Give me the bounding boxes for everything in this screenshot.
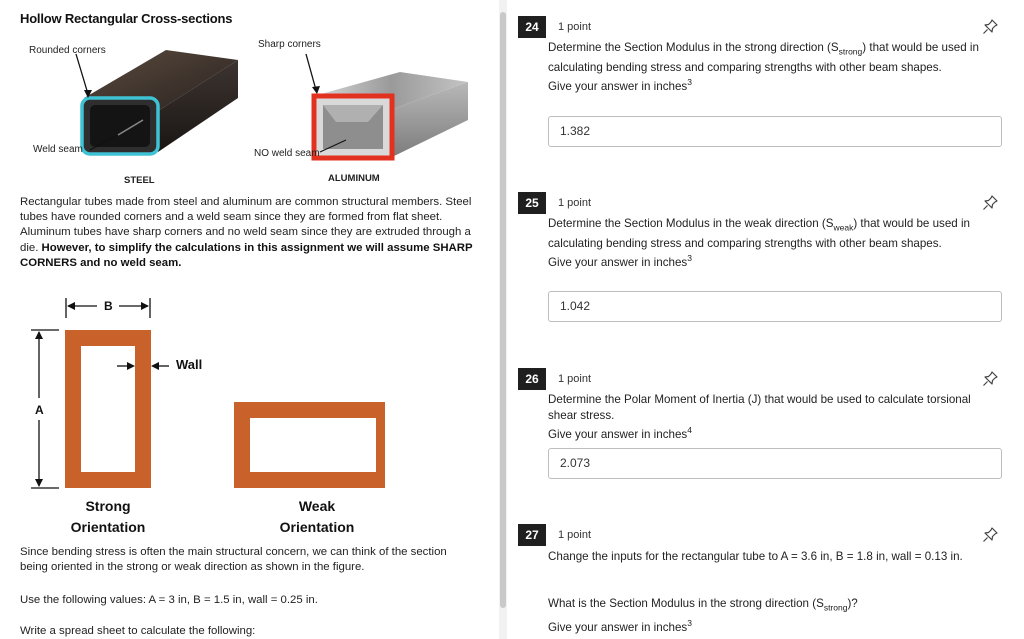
aluminum-tube-image [314, 72, 468, 158]
pin-icon[interactable] [982, 371, 998, 387]
question-number: 27 [518, 524, 546, 546]
answer-input[interactable]: 2.073 [548, 448, 1002, 479]
steel-tube-image [82, 50, 238, 154]
no-weld-seam-label: NO weld seam [254, 148, 320, 159]
answer-input[interactable]: 1.042 [548, 291, 1002, 322]
unit-exponent: 4 [687, 425, 692, 435]
unit-exponent: 3 [687, 617, 692, 628]
question-points: 1 point [558, 197, 592, 209]
spreadsheet-paragraph: Write a spread sheet to calculate the following: [20, 625, 256, 637]
strong-label-line2: Orientation [70, 519, 146, 535]
intro-bold-text: However, to simplify the calculations in this assignment we will assume SHARP CORNERS and no weld seam. [20, 241, 473, 269]
strong-label-line1: Strong [85, 498, 131, 514]
question-points: 1 point [558, 529, 592, 541]
question-text-part: Change the inputs for the rectangular tube to A = 3.6 in, B = 1.8 in, wall = 0.13 in. [548, 550, 963, 563]
question-text-part: What is the Section Modulus in the strong direction (S [548, 597, 824, 610]
question-text [548, 392, 996, 442]
bending-paragraph: Since bending stress is often the main structural concern, we can think of the section being oriented in the strong or weak direction as shown in the figure. [20, 546, 447, 574]
strong-orientation-label [58, 496, 158, 538]
subscript: strong [823, 602, 848, 613]
cross-section-diagram [25, 294, 385, 499]
answer-input[interactable]: 1.382 [548, 116, 1002, 147]
question-27 [518, 524, 1008, 639]
question-text-part: Determine the Polar Moment of Inertia (J) that would be used to calculate torsional shear stress. [548, 393, 971, 422]
pin-icon[interactable] [982, 527, 998, 543]
unit-exponent: 3 [687, 253, 692, 264]
question-number: 24 [518, 16, 546, 38]
unit-exponent: 3 [687, 77, 692, 88]
subscript: weak [833, 222, 854, 233]
wall-label: Wall [176, 357, 203, 372]
answer-prompt: Give your answer in inches [548, 427, 688, 441]
answer-prompt: Give your answer in inches [548, 80, 688, 94]
question-text [548, 40, 996, 95]
weak-label-line2: Orientation [279, 519, 355, 535]
answer-prompt: Give your answer in inches [548, 256, 688, 270]
dimension-b-label: B [104, 299, 113, 313]
section-title: Hollow Rectangular Cross-sections [20, 11, 233, 26]
dimension-a-label: A [35, 403, 44, 417]
steel-label: STEEL [124, 175, 155, 186]
question-text-part: )? [847, 597, 858, 610]
question-text [548, 216, 996, 271]
question-text-part: ) that would be used in calculating bending stress and comparing strengths with other beam shapes. [548, 217, 970, 250]
aluminum-label: ALUMINUM [328, 173, 380, 184]
subscript: strong [838, 46, 863, 57]
question-number: 25 [518, 192, 546, 214]
pin-icon[interactable] [982, 195, 998, 211]
question-text-part: Determine the Section Modulus in the weak direction (S [548, 217, 834, 230]
question-text-part: ) that would be used in calculating bending stress and comparing strengths with other beam shapes. [548, 41, 979, 74]
instructions-panel [0, 0, 500, 639]
question-points: 1 point [558, 373, 592, 385]
question-text-part: Determine the Section Modulus in the strong direction (S [548, 41, 839, 54]
sharp-corners-label: Sharp corners [258, 39, 321, 50]
question-text [548, 549, 996, 565]
weld-seam-label: Weld seam [33, 144, 83, 155]
question-number: 26 [518, 368, 546, 390]
weak-label-line1: Weak [298, 498, 336, 514]
values-paragraph: Use the following values: A = 3 in, B = 1.5 in, wall = 0.25 in. [20, 594, 318, 606]
question-subtext [548, 596, 996, 635]
rounded-corners-label: Rounded corners [29, 45, 106, 56]
pin-icon[interactable] [982, 19, 998, 35]
intro-plain-text: Rectangular tubes made from steel and aluminum are common structural members. Steel tubes have rounded corners and a weld seam since they are formed from flat sheet. Aluminum tubes have sharp corners and no weld seam since they are extruded through a die. [20, 196, 472, 254]
answer-prompt: Give your answer in inches [548, 620, 688, 634]
scrollbar-thumb[interactable] [500, 12, 506, 608]
question-24 [518, 16, 1008, 156]
intro-paragraph [20, 195, 482, 271]
question-26 [518, 368, 1008, 488]
weak-orientation-label [267, 496, 367, 538]
question-25 [518, 192, 1008, 332]
question-points: 1 point [558, 21, 592, 33]
